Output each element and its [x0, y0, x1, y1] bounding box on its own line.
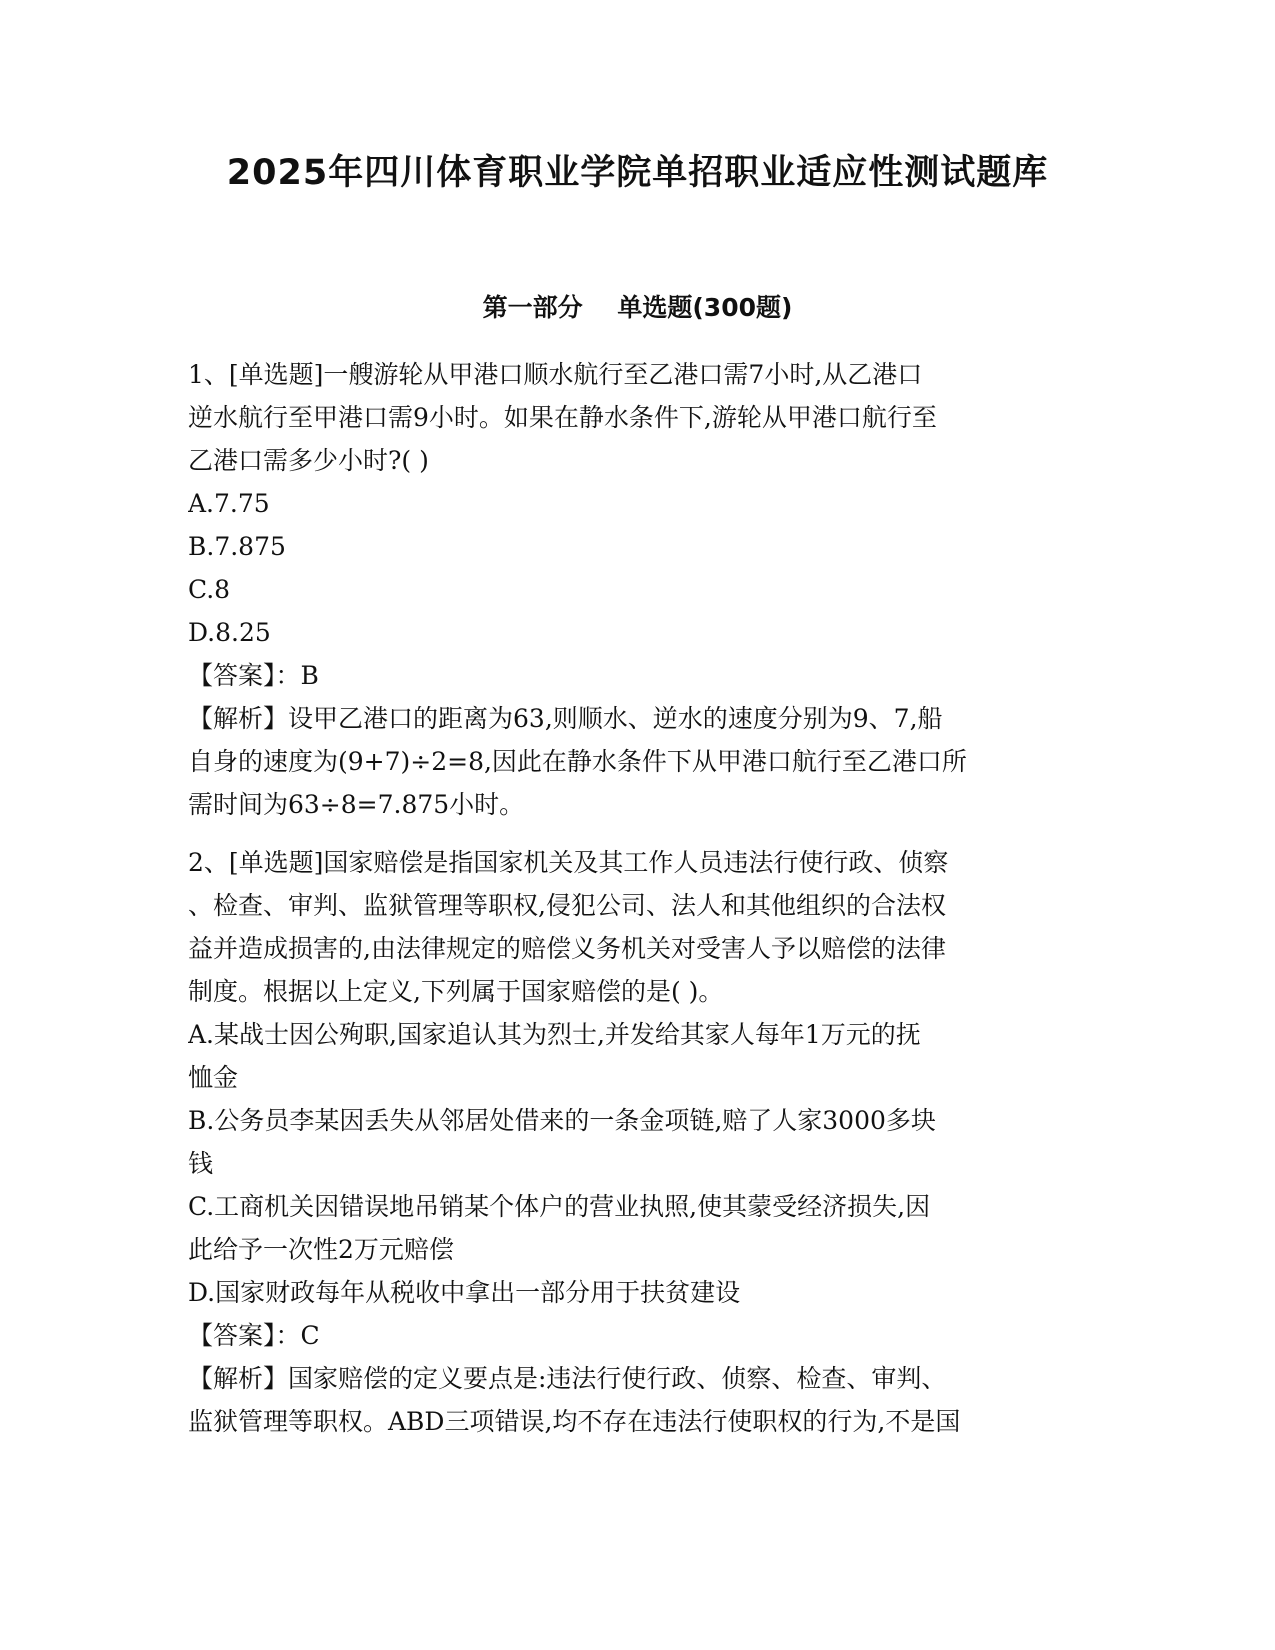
- question-stem-line: 2、[单选题]国家赔偿是指国家机关及其工作人员违法行使行政、侦察: [188, 848, 949, 877]
- question-stem: [188, 841, 1080, 1013]
- option-c: C.工商机关因错误地吊销某个体户的营业执照,使其蒙受经济损失,因: [188, 1192, 931, 1221]
- option-d: D.8.25: [188, 618, 271, 647]
- analysis: [188, 697, 1080, 826]
- question-stem-line: 逆水航行至甲港口需9小时。如果在静水条件下,游轮从甲港口航行至: [188, 403, 937, 432]
- question-gap: [188, 826, 1080, 841]
- answer: 【答案】：B: [188, 661, 319, 690]
- question-2: [188, 841, 1080, 1443]
- option-b-continued: 钱: [188, 1149, 214, 1178]
- options-list: [188, 482, 1080, 654]
- question-stem-line: 1、[单选题]一艘游轮从甲港口顺水航行至乙港口需7小时,从乙港口: [188, 360, 923, 389]
- option-b: B.7.875: [188, 532, 286, 561]
- document-body: [188, 353, 1080, 1443]
- section-title: 第一部分 单选题(300题): [482, 293, 793, 322]
- analysis-line: 自身的速度为(9+7)÷2=8,因此在静水条件下从甲港口航行至乙港口所: [188, 747, 967, 776]
- answer: 【答案】：C: [188, 1321, 320, 1350]
- option-a: A.7.75: [188, 489, 270, 518]
- options-list: [188, 1013, 1080, 1314]
- question-stem: [188, 353, 1080, 482]
- analysis: [188, 1357, 1080, 1443]
- analysis-line: 监狱管理等职权。ABD三项错误,均不存在违法行使职权的行为,不是国: [188, 1407, 961, 1436]
- analysis-line: 【解析】国家赔偿的定义要点是:违法行使行政、侦察、检查、审判、: [188, 1364, 947, 1393]
- question-1: [188, 353, 1080, 826]
- question-stem-line: 、检查、审判、监狱管理等职权,侵犯公司、法人和其他组织的合法权: [188, 891, 946, 920]
- option-d: D.国家财政每年从税收中拿出一部分用于扶贫建设: [188, 1278, 741, 1307]
- option-c: C.8: [188, 575, 231, 604]
- analysis-line: 需时间为63÷8=7.875小时。: [188, 790, 525, 819]
- question-stem-line: 益并造成损害的,由法律规定的赔偿义务机关对受害人予以赔偿的法律: [188, 934, 946, 963]
- analysis-line: 【解析】设甲乙港口的距离为63,则顺水、逆水的速度分别为9、7,船: [188, 704, 943, 733]
- option-a-continued: 恤金: [188, 1063, 239, 1092]
- document-title: 2025年四川体育职业学院单招职业适应性测试题库: [226, 153, 1049, 193]
- question-stem-line: 乙港口需多少小时?( ): [188, 446, 429, 475]
- option-c-continued: 此给予一次性2万元赔偿: [188, 1235, 454, 1264]
- option-b: B.公务员李某因丢失从邻居处借来的一条金项链,赔了人家3000多块: [188, 1106, 936, 1135]
- question-stem-line: 制度。根据以上定义,下列属于国家赔偿的是( )。: [188, 977, 724, 1006]
- option-a: A.某战士因公殉职,国家追认其为烈士,并发给其家人每年1万元的抚: [188, 1020, 921, 1049]
